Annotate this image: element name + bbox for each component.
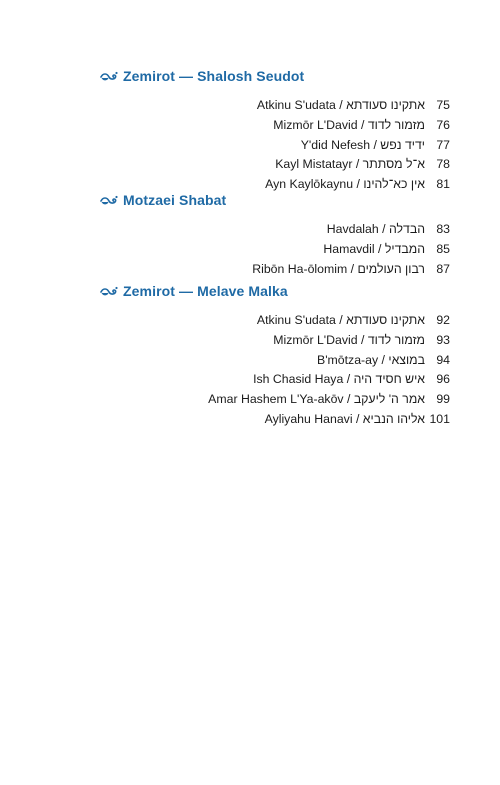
toc-entry[interactable] <box>100 311 450 331</box>
toc-entry[interactable] <box>100 136 450 156</box>
toc-entry[interactable] <box>100 96 450 116</box>
entry-title: Ayn Kaylōkaynu / אין כא־להינו <box>265 177 425 192</box>
entry-page-number: 76 <box>436 117 450 132</box>
section-title: Zemirot — Melave Malka <box>123 283 288 299</box>
section-title: Zemirot — Shalosh Seudot <box>123 68 305 84</box>
toc-entry[interactable] <box>100 351 450 371</box>
section-motzaei-shabat <box>100 190 450 279</box>
fleuron-icon <box>100 194 118 206</box>
section-melave-malka <box>100 281 450 430</box>
entry-title: Mizmōr L'David / מזמור לדוד <box>273 332 425 347</box>
entry-title: B'mōtza-ay / במוצאי <box>317 352 425 367</box>
section-heading <box>100 66 450 86</box>
toc-entry[interactable] <box>100 370 450 390</box>
entry-page-number: 99 <box>436 392 450 407</box>
entry-page-number: 96 <box>436 372 450 387</box>
toc-entry[interactable] <box>100 116 450 136</box>
toc-entry[interactable] <box>100 220 450 240</box>
entry-page-number: 78 <box>436 157 450 172</box>
entry-title: Ribōn Ha-ōlomim / רבון העולמים <box>252 261 425 276</box>
entry-page-number: 75 <box>436 98 450 112</box>
toc-entry[interactable] <box>100 390 450 410</box>
entry-list <box>100 311 450 430</box>
entry-page-number: 83 <box>436 222 450 236</box>
section-shalosh-seudot <box>100 66 450 195</box>
entry-title: Atkinu S'udata / אתקינו סעודתא <box>256 313 425 327</box>
section-heading <box>100 281 450 301</box>
entry-title: Hamavdil / המבדיל <box>323 241 425 256</box>
entry-page-number: 93 <box>436 332 450 347</box>
toc-entry[interactable] <box>100 331 450 351</box>
entry-title: Mizmōr L'David / מזמור לדוד <box>273 117 425 132</box>
entry-title: Ayliyahu Hanavi / אליהו הנביא <box>264 411 425 426</box>
entry-title: Atkinu S'udata / אתקינו סעודתא <box>256 98 425 112</box>
entry-title: Havdalah / הבדלה <box>326 222 425 236</box>
entry-title: Y'did Nefesh / ידיד נפש <box>300 137 425 152</box>
entry-page-number: 101 <box>429 411 450 426</box>
entry-title: Amar Hashem L'Ya-akōv / אמר ה' ליעקב <box>208 392 425 407</box>
entry-list <box>100 96 450 195</box>
section-title: Motzaei Shabat <box>123 192 227 208</box>
toc-entry[interactable] <box>100 155 450 175</box>
toc-entry[interactable] <box>100 260 450 280</box>
entry-title: Kayl Mistatayr / א־ל מסתתר <box>275 157 425 172</box>
entry-title: Ish Chasid Haya / איש חסיד היה <box>253 372 425 387</box>
entry-page-number: 77 <box>436 137 450 152</box>
entry-list <box>100 220 450 279</box>
fleuron-icon <box>100 70 118 82</box>
section-heading <box>100 190 450 210</box>
entry-page-number: 87 <box>436 261 450 276</box>
fleuron-icon <box>100 285 118 297</box>
entry-page-number: 92 <box>436 313 450 327</box>
entry-page-number: 85 <box>436 241 450 256</box>
toc-entry[interactable] <box>100 240 450 260</box>
toc-entry[interactable] <box>100 410 450 430</box>
entry-page-number: 94 <box>436 352 450 367</box>
entry-page-number: 81 <box>436 177 450 192</box>
